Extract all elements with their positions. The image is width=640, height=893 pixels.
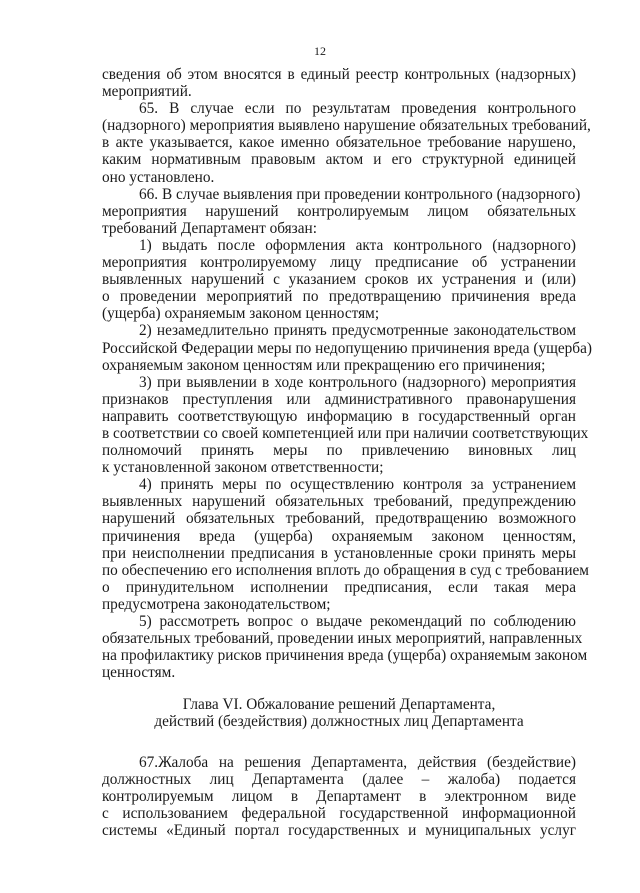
paragraph-66-item-1 bbox=[102, 237, 576, 322]
page-number: 12 bbox=[314, 44, 326, 58]
text-line: о принудительном исполнении предписания, если такая мера bbox=[102, 578, 576, 596]
paragraph-66-item-5 bbox=[102, 613, 588, 682]
chapter-heading-line-2: действий (бездействия) должностных лиц Департамента bbox=[154, 713, 524, 731]
paragraph-66 bbox=[102, 185, 581, 237]
text-line: системы «Единый портал государственных и муниципальных услуг bbox=[102, 821, 576, 839]
text-line: к установленной законом ответственности; bbox=[102, 459, 384, 477]
text-line: 65. В случае если по результатам проведения контрольного bbox=[139, 100, 576, 118]
chapter-heading bbox=[102, 696, 576, 730]
text-line: направить соответствующую информацию в государственный орган bbox=[102, 407, 576, 425]
text-line: 3) при выявлении в ходе контрольного (надзорного) мероприятия bbox=[139, 373, 576, 391]
text-line: выявленных нарушений с указанием сроков их устранения и (или) bbox=[102, 271, 576, 289]
paragraph-66-item-2 bbox=[102, 322, 592, 374]
text-line: в соответствии со своей компетенцией или при наличии соответствующих bbox=[102, 424, 589, 442]
text-line: 66. В случае выявления при проведении контрольного (надзорного) bbox=[139, 185, 581, 203]
spacer bbox=[102, 731, 576, 754]
text-line: 2) незамедлительно принять предусмотренные законодательством bbox=[139, 322, 576, 340]
text-line: полномочий принять меры по привлечению виновных лиц bbox=[102, 442, 576, 460]
text-line: 1) выдать после оформления акта контрольного (надзорного) bbox=[139, 236, 576, 254]
text-line: контролируемым лицом в Департамент в электронном виде bbox=[102, 787, 576, 805]
text-line: 5) рассмотреть вопрос о выдаче рекомендаций по соблюдению bbox=[139, 613, 576, 630]
text-line: охраняемым законом ценностям или прекращению его причинения; bbox=[102, 356, 546, 374]
text-line: выявленных нарушений обязательных требований, предупреждению bbox=[102, 493, 576, 511]
text-line: Российской Федерации меры по недопущению причинения вреда (ущерба) bbox=[102, 339, 592, 357]
text-line: причинения вреда (ущерба) охраняемым законом ценностям, bbox=[102, 527, 576, 545]
paragraph-65 bbox=[102, 100, 591, 186]
text-line: мероприятий. bbox=[102, 83, 192, 101]
text-line: должностных лиц Департамента (далее – жалоба) подается bbox=[102, 770, 576, 788]
text-line: (надзорного) мероприятия выявлено нарушение обязательных требований, bbox=[102, 117, 591, 135]
text-line: признаков преступления или административного правонарушения bbox=[102, 390, 576, 408]
text-line: на профилактику рисков причинения вреда (ущерба) охраняемым законом bbox=[102, 647, 588, 665]
text-line: сведения об этом вносятся в единый реестр контрольных (надзорных) bbox=[102, 66, 576, 83]
text-line: нарушений обязательных требований, предотвращению возможного bbox=[102, 510, 576, 528]
text-line: (ущерба) охраняемым законом ценностям; bbox=[102, 305, 380, 323]
spacer bbox=[102, 681, 576, 696]
text-line: мероприятия нарушений контролируемым лицом обязательных bbox=[102, 202, 576, 220]
text-line: каким нормативным правовым актом и его структурной единицей bbox=[102, 151, 576, 169]
text-line: ценностям. bbox=[102, 664, 176, 682]
chapter-heading-line-1: Глава VI. Обжалование решений Департамента, bbox=[182, 696, 496, 714]
text-line: оно установлено. bbox=[102, 168, 215, 186]
text-line: при неисполнении предписания в установленные сроки принять меры bbox=[102, 544, 576, 562]
text-line: требований Департамент обязан: bbox=[102, 219, 317, 237]
text-line: 67.Жалоба на решения Департамента, действия (бездействие) bbox=[139, 753, 576, 771]
paragraph-continuation bbox=[102, 66, 576, 100]
paragraph-67 bbox=[102, 754, 576, 839]
text-line: в акте указывается, какое именно обязательное требование нарушено, bbox=[102, 134, 576, 152]
text-line: с использованием федеральной государственной информационной bbox=[102, 804, 576, 822]
text-line: 4) принять меры по осуществлению контроля за устранением bbox=[139, 476, 576, 494]
text-line: мероприятия контролируемому лицу предписание об устранении bbox=[102, 254, 576, 272]
text-line: обязательных требований, проведении иных мероприятий, направленных bbox=[102, 630, 583, 648]
document-body bbox=[102, 66, 592, 839]
paragraph-66-item-3 bbox=[102, 373, 589, 477]
paragraph-66-item-4 bbox=[102, 476, 589, 613]
text-line: предусмотрена законодательством; bbox=[102, 595, 331, 613]
text-line: о проведении мероприятий по предотвращению причинения вреда bbox=[102, 288, 576, 306]
text-line: по обеспечению его исполнения вплоть до обращения в суд с требованием bbox=[102, 561, 589, 579]
